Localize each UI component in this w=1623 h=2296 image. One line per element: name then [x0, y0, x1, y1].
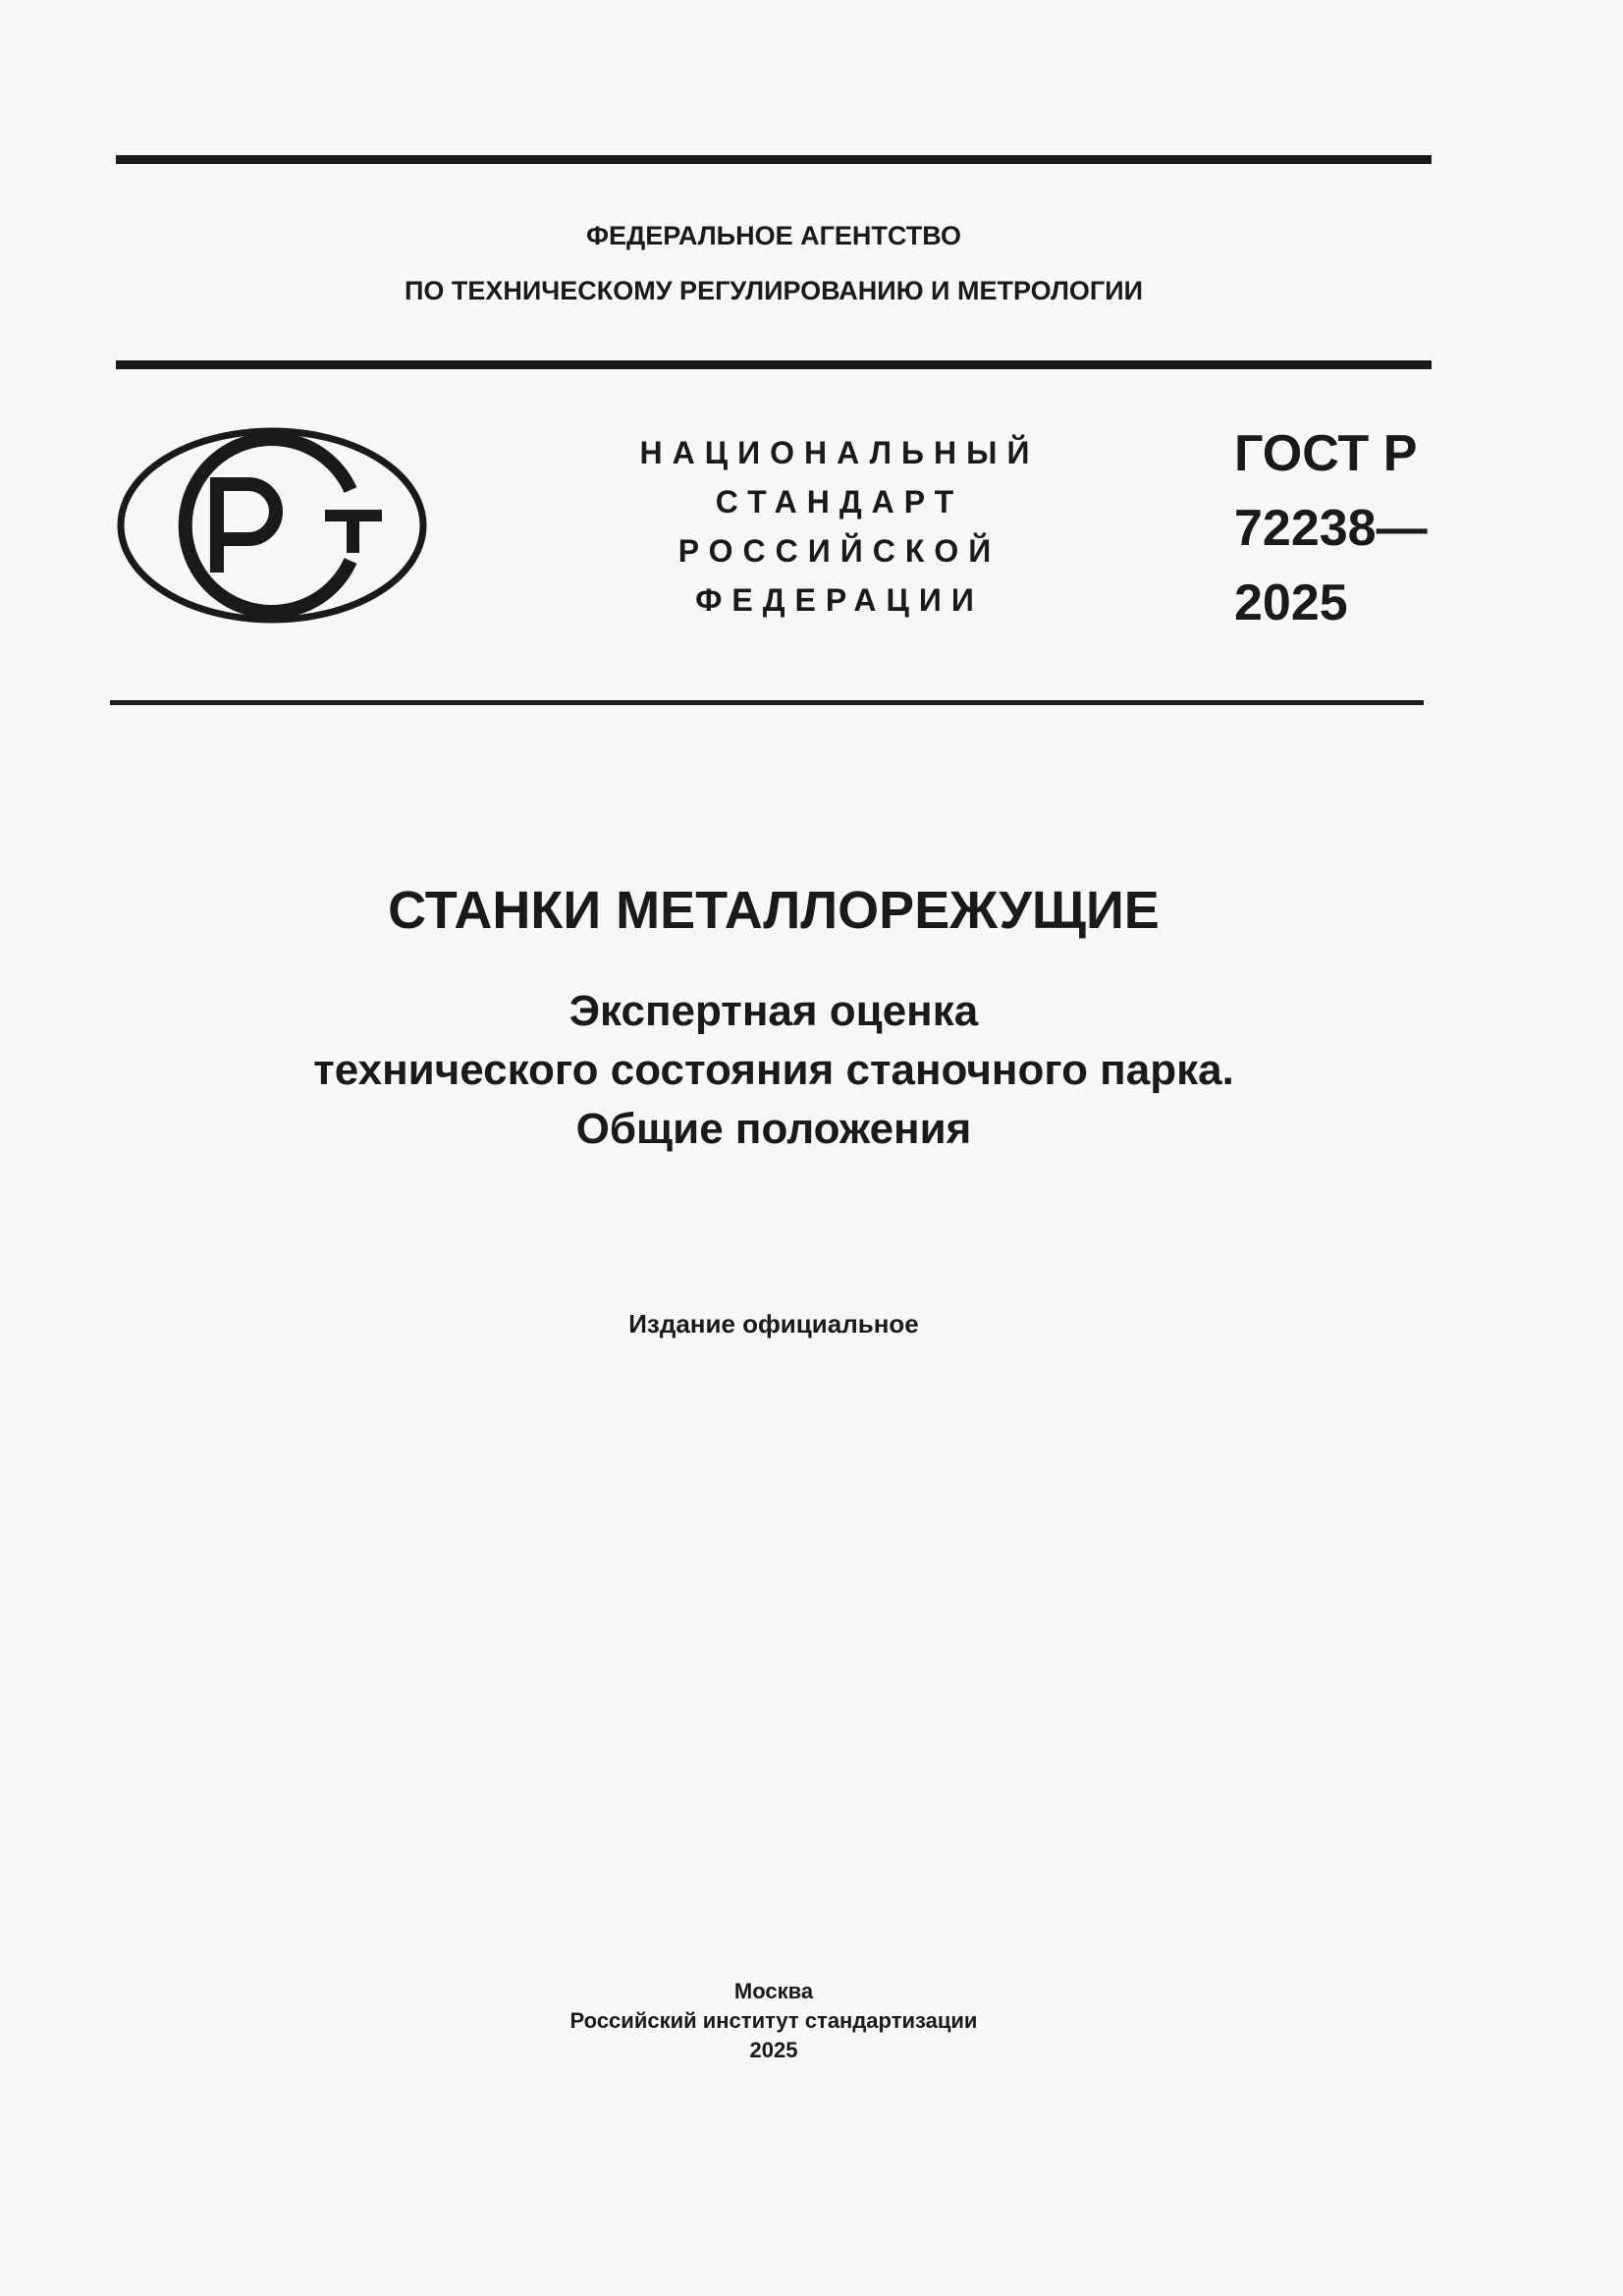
- document-title: СТАНКИ МЕТАЛЛОРЕЖУЩИЕ: [388, 881, 1160, 940]
- document-subtitle-line2: технического состояния станочного парка.: [313, 1046, 1234, 1094]
- masthead-bottom-rule: [110, 700, 1424, 705]
- standard-type-line3: РОССИЙСКОЙ: [677, 533, 1001, 569]
- document-subtitle-line1: Экспертная оценка: [568, 987, 979, 1035]
- designation-line2: 72238—: [1234, 500, 1428, 557]
- standard-type-line4: ФЕДЕРАЦИИ: [695, 582, 984, 618]
- rst-logo-icon: [115, 425, 429, 630]
- top-rule: [116, 155, 1432, 164]
- standard-type-line1: НАЦИОНАЛЬНЫЙ: [639, 435, 1040, 470]
- document-subtitle-line3: Общие положения: [575, 1105, 972, 1153]
- agency-name-line2: ПО ТЕХНИЧЕСКОМУ РЕГУЛИРОВАНИЮ И МЕТРОЛОГИИ: [404, 276, 1144, 305]
- designation-line3: 2025: [1234, 574, 1348, 631]
- edition-label: Издание официальное: [628, 1309, 919, 1339]
- footer-city: Москва: [733, 1979, 814, 2003]
- header-bottom-rule: [116, 360, 1432, 369]
- designation-line1: ГОСТ Р: [1234, 425, 1418, 482]
- footer-year: 2025: [749, 2038, 798, 2062]
- standard-designation: [1234, 416, 1428, 640]
- standard-type-line2: СТАНДАРТ: [715, 484, 964, 519]
- agency-name-line1: ФЕДЕРАЛЬНОЕ АГЕНТСТВО: [585, 221, 962, 250]
- footer-publisher: Российский институт стандартизации: [569, 2008, 978, 2033]
- standard-type: [550, 428, 1119, 625]
